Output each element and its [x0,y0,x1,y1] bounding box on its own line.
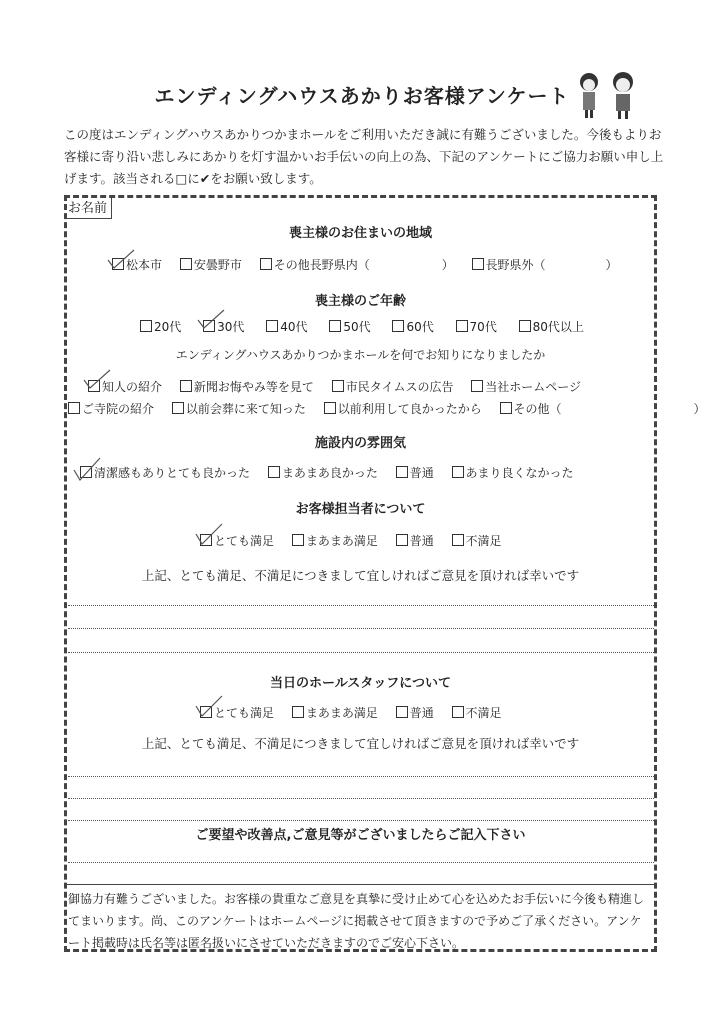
q3-option-temple[interactable]: ご寺院の紹介 [68,400,154,417]
q5-option-very-satisfied[interactable]: とても満足 [200,532,274,549]
staff-mascot-icon [575,70,645,120]
q4-option-normal[interactable]: 普通 [396,464,434,481]
checkmark-icon [196,308,226,330]
q1-option-4[interactable]: 長野県外（ ） [472,256,618,273]
q4-option-very-good[interactable]: 清潔感もありとても良かった [80,464,250,481]
name-label: お名前 [64,195,112,219]
q5-prompt: 上記、とても満足、不満足につきまして宜しければご意見を頂ければ幸いです [141,568,580,583]
checkmark-icon [194,694,224,718]
q2-option-50[interactable]: 50代 [329,318,370,335]
q2-option-70[interactable]: 70代 [456,318,497,335]
q1-options [112,256,632,273]
q2-option-20[interactable]: 20代 [140,318,181,335]
intro-text: この度はエンディングハウスあかりつかまホールをご利用いただき誠に有難うございました。今後もよりお客様に寄り沿い悲しみにあかりを灯す温かいお手伝いの向上の為、下記のアンケートにご協力お願い申し上げます。該当される□に✔をお願い致します。 [64,127,664,186]
q3-heading: エンディングハウスあかりつかまホールを何でお知りになりましたか [175,348,546,362]
q4-option-not-good[interactable]: あまり良くなかった [452,464,574,481]
closing-text: 御協力有難うございました。お客様の貴重なご意見を真摯に受け止めて心を込めたお手伝いに今後も精進してまいります。尚、このアンケートはホームページに掲載させて頂きますので予めご了承ください。アンケート掲載時は氏名等は匿名扱いにさせていただきますのでご安心下さい。 [68,892,645,950]
q5-option-dissatisfied[interactable]: 不満足 [452,532,502,549]
checkmark-icon [194,522,224,546]
q5-answer-line-1[interactable] [68,605,654,606]
q4-option-fairly-good[interactable]: まあまあ良かった [268,464,378,481]
q6-prompt: 上記、とても満足、不満足につきまして宜しければご意見を頂ければ幸いです [141,736,580,751]
q4-heading: 施設内の雰囲気 [314,436,406,451]
closing-divider [64,884,657,885]
q3-options-row1 [88,378,595,395]
q6-option-very-satisfied[interactable]: とても満足 [200,704,274,721]
survey-title: エンディングハウスあかりお客様アンケート [154,84,570,108]
q5-option-fairly-satisfied[interactable]: まあまあ満足 [292,532,378,549]
q3-option-other[interactable]: その他（ ） [500,400,706,417]
q6-option-fairly-satisfied[interactable]: まあまあ満足 [292,704,378,721]
q7-heading: ご要望や改善点,ご意見等がございましたらご記入下さい [195,828,526,843]
q1-heading: 喪主様のお住まいの地域 [288,226,432,241]
q3-option-previous-funeral[interactable]: 以前会葬に来て知った [172,400,306,417]
q5-options [200,532,516,549]
q1-option-1[interactable]: 松本市 [112,256,162,273]
q1-option-3[interactable]: その他長野県内（ ） [260,256,454,273]
q5-option-normal[interactable]: 普通 [396,532,434,549]
q2-option-80[interactable]: 80代以上 [519,318,584,335]
checkmark-icon [72,456,102,482]
q6-answer-line-1[interactable] [68,776,654,777]
q6-options [200,704,516,721]
q3-option-newspaper[interactable]: 新聞お悔やみ等を見て [180,378,314,395]
q6-answer-line-2[interactable] [68,798,654,799]
q5-heading: お客様担当者について [295,502,426,517]
q5-answer-line-3[interactable] [68,652,654,653]
q6-option-normal[interactable]: 普通 [396,704,434,721]
q3-options-row2 [68,400,720,417]
q3-option-homepage[interactable]: 当社ホームページ [471,378,581,395]
checkmark-icon [106,248,136,270]
checkmark-icon [82,368,112,390]
q6-heading: 当日のホールスタッフについて [269,676,452,691]
q3-option-previous-use[interactable]: 以前利用して良かったから [324,400,482,417]
q1-option-2[interactable]: 安曇野市 [180,256,242,273]
q2-option-30[interactable]: 30代 [203,318,244,335]
q2-option-60[interactable]: 60代 [392,318,433,335]
q4-options [80,464,588,481]
q3-option-times-ad[interactable]: 市民タイムスの広告 [332,378,454,395]
q6-answer-line-3[interactable] [68,820,654,821]
q6-option-dissatisfied[interactable]: 不満足 [452,704,502,721]
q3-option-referral[interactable]: 知人の紹介 [88,378,162,395]
q5-answer-line-2[interactable] [68,628,654,629]
q2-option-40[interactable]: 40代 [266,318,307,335]
q7-answer-line-1[interactable] [68,862,654,863]
q2-heading: 喪主様のご年齢 [314,294,406,309]
